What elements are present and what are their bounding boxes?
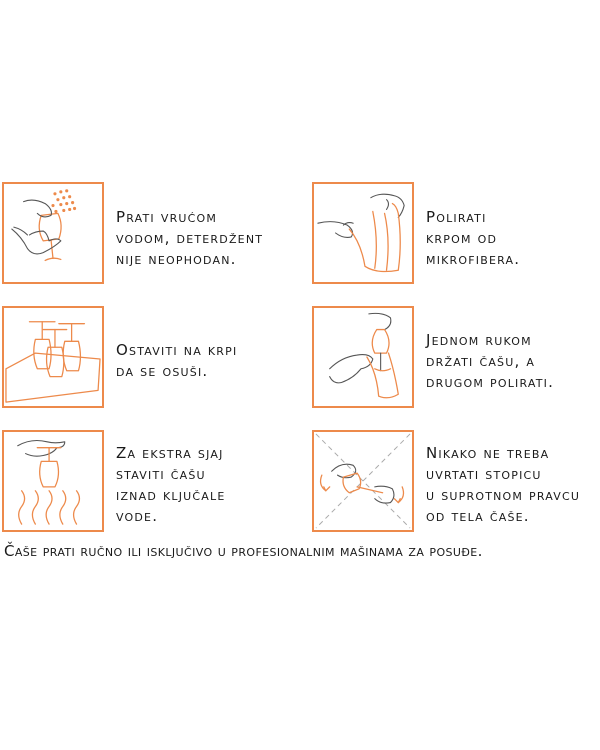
hand-holding-glass-with-cloth-icon: [314, 308, 412, 406]
instruction-panel: [312, 430, 414, 532]
instruction-text: Ostaviti na krpi da se osuši.: [116, 341, 238, 380]
instruction-text: Za ekstra sjaj staviti čašu iznad ključale vode.: [116, 444, 226, 525]
glasses-drying-on-cloth-icon: [4, 308, 102, 406]
footer-note: Čaše prati ručno ili isključivo u profesionalnim mašinama za posuđe.: [4, 542, 483, 560]
instruction-panel: [312, 306, 414, 408]
instruction-text: Prati vrućom vodom, deterdžent nije neophodan.: [116, 208, 264, 268]
glass-over-steam-icon: [4, 432, 102, 530]
instruction-panel: [2, 182, 104, 284]
hand-washing-glass-icon: [4, 184, 102, 282]
instruction-panel: [2, 430, 104, 532]
instruction-text: Nikako ne treba uvrtati stopicu u suprotnom pravcu od tela čaše.: [426, 444, 581, 525]
instruction-text: Jednom rukom držati čašu, a drugom polirati.: [426, 331, 555, 391]
twisting-stem-crossed-out-icon: [314, 432, 412, 530]
instruction-panel: [312, 182, 414, 284]
instruction-panel: [2, 306, 104, 408]
hands-polishing-cloth-icon: [314, 184, 412, 282]
instruction-text: Polirati krpom od mikrofibera.: [426, 208, 521, 268]
